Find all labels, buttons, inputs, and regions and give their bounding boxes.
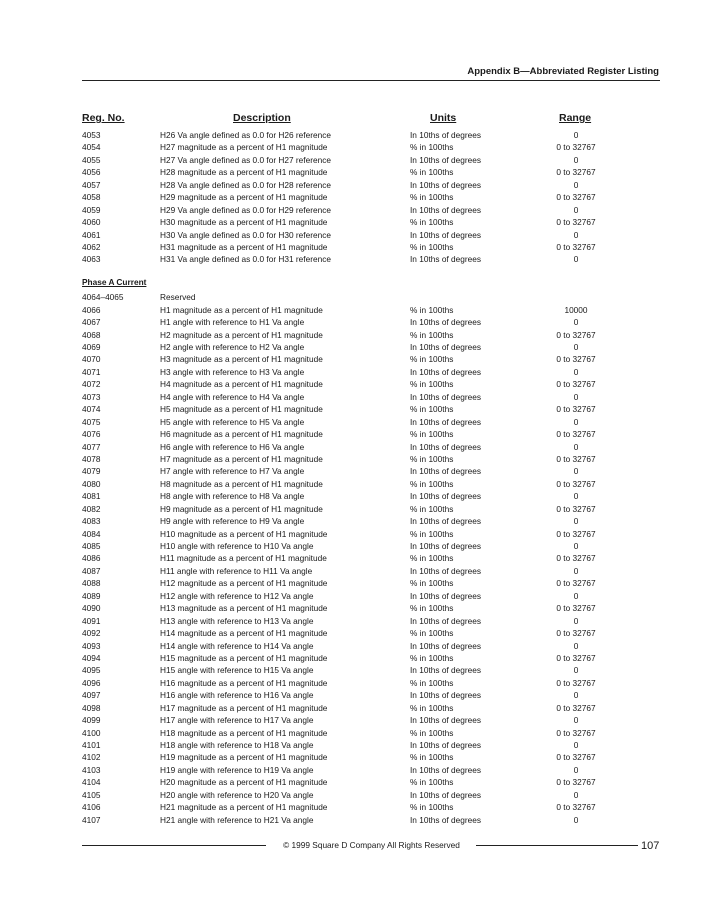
register-number: 4074 <box>82 404 101 415</box>
register-number: 4102 <box>82 752 101 763</box>
register-range: 0 to 32767 <box>556 404 596 415</box>
register-number: 4080 <box>82 478 101 489</box>
register-number: 4075 <box>82 416 101 427</box>
register-group-phase-a <box>82 291 660 826</box>
register-description: H7 angle with reference to H7 Va angle <box>160 466 305 477</box>
table-row <box>82 129 660 141</box>
register-description: H10 angle with reference to H10 Va angle <box>160 541 314 551</box>
table-row <box>82 776 660 788</box>
register-number: 4078 <box>82 453 101 464</box>
register-units: In 10ths of degrees <box>410 516 482 527</box>
register-number: 4103 <box>82 764 101 775</box>
register-units: In 10ths of degrees <box>410 229 482 240</box>
register-range: 0 to 32767 <box>556 752 596 763</box>
register-description: H9 magnitude as a percent of H1 magnitude <box>160 503 323 514</box>
register-number: 4101 <box>82 740 101 750</box>
register-range: 0 <box>573 342 579 352</box>
register-units: In 10ths of degrees <box>410 366 482 377</box>
register-range: 0 to 32767 <box>556 329 596 340</box>
register-description: H5 angle with reference to H5 Va angle <box>160 416 305 427</box>
table-row <box>82 702 660 714</box>
register-range: 0 to 32767 <box>556 167 596 178</box>
register-units: In 10ths of degrees <box>410 615 482 626</box>
register-range: 0 to 32767 <box>556 192 596 203</box>
register-range: 0 <box>573 565 579 576</box>
register-units: % in 100ths <box>410 528 454 539</box>
register-number: 4077 <box>82 441 101 452</box>
table-row <box>82 565 660 577</box>
register-units: In 10ths of degrees <box>410 317 482 328</box>
register-number: 4084 <box>82 528 101 539</box>
register-range: 0 to 32767 <box>556 802 596 813</box>
register-units: % in 100ths <box>410 478 454 489</box>
register-units: % in 100ths <box>410 603 454 614</box>
register-description: H19 angle with reference to H19 Va angle <box>160 764 314 775</box>
register-number: 4106 <box>82 802 101 813</box>
table-row <box>82 166 660 178</box>
register-description: H6 magnitude as a percent of H1 magnitude <box>160 429 323 440</box>
register-units: % in 100ths <box>410 553 454 564</box>
table-row <box>82 216 660 228</box>
register-units: % in 100ths <box>410 192 454 203</box>
register-range: 0 <box>573 814 579 825</box>
register-number: 4082 <box>82 503 101 514</box>
register-units: % in 100ths <box>410 379 454 390</box>
register-number: 4064–4065 <box>82 292 124 303</box>
register-description: H13 angle with reference to H13 Va angle <box>160 615 314 626</box>
register-description: H3 magnitude as a percent of H1 magnitude <box>160 354 323 365</box>
register-units: % in 100ths <box>410 777 454 788</box>
table-row <box>82 304 660 316</box>
register-number: 4096 <box>82 677 101 688</box>
register-description: H21 magnitude as a percent of H1 magnitude <box>160 802 328 813</box>
register-number: 4095 <box>82 665 101 676</box>
table-row <box>82 677 660 689</box>
register-description: H2 magnitude as a percent of H1 magnitude <box>160 329 323 340</box>
register-range: 0 <box>573 740 579 750</box>
register-units: % in 100ths <box>410 217 454 228</box>
register-description: H4 angle with reference to H4 Va angle <box>160 391 305 402</box>
table-row <box>82 515 660 527</box>
register-description: H11 angle with reference to H11 Va angle <box>160 565 313 576</box>
register-description: H16 angle with reference to H16 Va angle <box>160 690 314 701</box>
register-description: H13 magnitude as a percent of H1 magnitude <box>160 603 328 614</box>
register-number: 4073 <box>82 391 101 402</box>
register-description: H27 magnitude as a percent of H1 magnitude <box>160 142 328 153</box>
register-range: 0 <box>573 516 579 527</box>
register-description: H10 magnitude as a percent of H1 magnitude <box>160 528 328 539</box>
register-number: 4094 <box>82 652 101 663</box>
register-description: H2 angle with reference to H2 Va angle <box>160 342 305 352</box>
column-heading-description: Description <box>233 112 291 124</box>
table-row <box>82 689 660 701</box>
register-units: In 10ths of degrees <box>410 590 482 601</box>
register-range: 0 to 32767 <box>556 603 596 614</box>
register-description: H26 Va angle defined as 0.0 for H26 reference <box>160 130 331 140</box>
register-range: 0 <box>573 665 579 676</box>
register-number: 4055 <box>82 154 101 165</box>
table-row <box>82 739 660 751</box>
register-description: H1 magnitude as a percent of H1 magnitude <box>160 304 323 315</box>
register-range: 0 to 32767 <box>556 727 596 738</box>
table-row <box>82 751 660 763</box>
register-range: 0 to 32767 <box>556 241 596 252</box>
header-divider <box>82 80 660 81</box>
table-row <box>82 552 660 564</box>
section-title-row <box>82 276 660 288</box>
table-row <box>82 627 660 639</box>
register-range: 0 <box>573 640 579 651</box>
table-row <box>82 391 660 403</box>
register-units: In 10ths of degrees <box>410 690 482 701</box>
table-row <box>82 191 660 203</box>
register-description: H17 angle with reference to H17 Va angle <box>160 715 314 726</box>
table-row <box>82 154 660 166</box>
table-row <box>82 366 660 378</box>
register-units: In 10ths of degrees <box>410 740 482 750</box>
register-units: In 10ths of degrees <box>410 254 482 265</box>
register-range: 0 to 32767 <box>556 677 596 688</box>
register-range: 0 <box>573 541 579 551</box>
register-range: 0 <box>573 441 579 452</box>
register-units: In 10ths of degrees <box>410 814 482 825</box>
column-heading-units: Units <box>430 112 457 124</box>
register-range: 0 <box>573 317 579 328</box>
register-range: 0 <box>573 690 579 701</box>
register-units: In 10ths of degrees <box>410 491 482 502</box>
table-row <box>82 490 660 502</box>
register-units: % in 100ths <box>410 628 454 639</box>
register-number: 4104 <box>82 777 101 788</box>
register-units: % in 100ths <box>410 354 454 365</box>
register-number: 4054 <box>82 142 101 153</box>
table-row <box>82 714 660 726</box>
register-units: % in 100ths <box>410 802 454 813</box>
register-range: 0 to 32767 <box>556 142 596 153</box>
register-number: 4057 <box>82 179 101 190</box>
register-range: 0 <box>573 491 579 502</box>
register-number: 4099 <box>82 715 101 726</box>
table-row <box>82 241 660 253</box>
register-range: 0 to 32767 <box>556 777 596 788</box>
register-description: H19 magnitude as a percent of H1 magnitude <box>160 752 328 763</box>
register-description: H14 magnitude as a percent of H1 magnitude <box>160 628 328 639</box>
register-number: 4061 <box>82 229 101 240</box>
register-range: 0 to 32767 <box>556 379 596 390</box>
register-units: In 10ths of degrees <box>410 130 482 140</box>
register-range: 0 to 32767 <box>556 578 596 589</box>
table-row <box>82 814 660 826</box>
register-description: H31 magnitude as a percent of H1 magnitude <box>160 241 328 252</box>
register-units: % in 100ths <box>410 702 454 713</box>
register-description: H3 angle with reference to H3 Va angle <box>160 366 305 377</box>
table-row <box>82 764 660 776</box>
register-description: H18 magnitude as a percent of H1 magnitude <box>160 727 328 738</box>
register-units: In 10ths of degrees <box>410 565 482 576</box>
register-range: 0 to 32767 <box>556 217 596 228</box>
register-range: 10000 <box>564 304 588 315</box>
register-number: 4053 <box>82 130 101 140</box>
table-row <box>82 179 660 191</box>
register-units: In 10ths of degrees <box>410 541 482 551</box>
register-description: H7 magnitude as a percent of H1 magnitude <box>160 453 323 464</box>
register-description: Reserved <box>160 292 196 303</box>
table-row <box>82 727 660 739</box>
register-range: 0 <box>573 179 579 190</box>
register-number: 4069 <box>82 342 101 352</box>
section-title-phase-a-current: Phase A Current <box>82 276 147 287</box>
register-number: 4072 <box>82 379 101 390</box>
register-units: % in 100ths <box>410 503 454 514</box>
register-description: H1 angle with reference to H1 Va angle <box>160 317 305 328</box>
register-number: 4056 <box>82 167 101 178</box>
table-row <box>82 590 660 602</box>
register-units: In 10ths of degrees <box>410 789 482 800</box>
table-row <box>82 577 660 589</box>
register-range: 0 <box>573 466 579 477</box>
table-row <box>82 316 660 328</box>
register-units: In 10ths of degrees <box>410 391 482 402</box>
table-row <box>82 602 660 614</box>
table-row <box>82 540 660 552</box>
register-description: H28 Va angle defined as 0.0 for H28 reference <box>160 179 331 190</box>
table-row <box>82 204 660 216</box>
register-range: 0 <box>573 764 579 775</box>
register-number: 4107 <box>82 814 101 825</box>
register-number: 4085 <box>82 541 101 551</box>
table-row <box>82 403 660 415</box>
register-number: 4071 <box>82 366 101 377</box>
register-units: In 10ths of degrees <box>410 640 482 651</box>
register-units: % in 100ths <box>410 404 454 415</box>
register-units: In 10ths of degrees <box>410 416 482 427</box>
register-range: 0 to 32767 <box>556 628 596 639</box>
register-description: H8 angle with reference to H8 Va angle <box>160 491 305 502</box>
table-row <box>82 478 660 490</box>
table-row <box>82 229 660 241</box>
register-range: 0 to 32767 <box>556 354 596 365</box>
register-units: In 10ths of degrees <box>410 764 482 775</box>
register-number: 4058 <box>82 192 101 203</box>
register-range: 0 <box>573 615 579 626</box>
register-range: 0 <box>573 715 579 726</box>
register-description: H30 magnitude as a percent of H1 magnitude <box>160 217 328 228</box>
register-number: 4097 <box>82 690 101 701</box>
register-description: H17 magnitude as a percent of H1 magnitude <box>160 702 328 713</box>
register-description: H18 angle with reference to H18 Va angle <box>160 740 314 750</box>
register-number: 4091 <box>82 615 101 626</box>
table-row <box>82 378 660 390</box>
table-row <box>82 652 660 664</box>
page-number: 107 <box>641 840 660 852</box>
register-range: 0 <box>573 416 579 427</box>
register-range: 0 <box>573 590 579 601</box>
register-description: H29 Va angle defined as 0.0 for H29 reference <box>160 204 331 215</box>
register-units: In 10ths of degrees <box>410 441 482 452</box>
register-units: % in 100ths <box>410 578 454 589</box>
register-units: In 10ths of degrees <box>410 179 482 190</box>
table-row <box>82 453 660 465</box>
register-description: H29 magnitude as a percent of H1 magnitude <box>160 192 328 203</box>
register-description: H28 magnitude as a percent of H1 magnitude <box>160 167 328 178</box>
table-row <box>82 503 660 515</box>
register-units: % in 100ths <box>410 429 454 440</box>
table-row <box>82 416 660 428</box>
footer-divider-right <box>476 845 638 846</box>
section-spacer <box>82 266 660 276</box>
column-headings <box>82 112 660 126</box>
register-number: 4081 <box>82 491 101 502</box>
register-number: 4100 <box>82 727 101 738</box>
register-number: 4092 <box>82 628 101 639</box>
register-description: H21 angle with reference to H21 Va angle <box>160 814 314 825</box>
register-range: 0 <box>573 366 579 377</box>
register-units: % in 100ths <box>410 677 454 688</box>
register-number: 4066 <box>82 304 101 315</box>
table-row <box>82 291 660 303</box>
register-units: In 10ths of degrees <box>410 665 482 676</box>
register-units: % in 100ths <box>410 304 454 315</box>
register-number: 4062 <box>82 241 101 252</box>
register-range: 0 to 32767 <box>556 429 596 440</box>
register-number: 4088 <box>82 578 101 589</box>
table-row <box>82 801 660 813</box>
register-units: In 10ths of degrees <box>410 466 482 477</box>
register-description: H31 Va angle defined as 0.0 for H31 reference <box>160 254 331 265</box>
register-number: 4098 <box>82 702 101 713</box>
register-units: % in 100ths <box>410 727 454 738</box>
table-row <box>82 664 660 676</box>
register-description: H9 angle with reference to H9 Va angle <box>160 516 305 527</box>
register-number: 4105 <box>82 789 101 800</box>
register-description: H20 magnitude as a percent of H1 magnitude <box>160 777 328 788</box>
register-number: 4076 <box>82 429 101 440</box>
register-number: 4070 <box>82 354 101 365</box>
register-number: 4093 <box>82 640 101 651</box>
register-number: 4059 <box>82 204 101 215</box>
register-table <box>82 129 660 826</box>
register-description: H27 Va angle defined as 0.0 for H27 reference <box>160 154 331 165</box>
register-range: 0 to 32767 <box>556 453 596 464</box>
register-range: 0 <box>573 789 579 800</box>
register-range: 0 to 32767 <box>556 652 596 663</box>
register-units: % in 100ths <box>410 167 454 178</box>
register-number: 4087 <box>82 565 101 576</box>
register-number: 4068 <box>82 329 101 340</box>
register-units: % in 100ths <box>410 142 454 153</box>
table-row <box>82 789 660 801</box>
register-range: 0 to 32767 <box>556 553 596 564</box>
register-number: 4060 <box>82 217 101 228</box>
table-row <box>82 329 660 341</box>
register-units: % in 100ths <box>410 453 454 464</box>
page-header-title: Appendix B—Abbreviated Register Listing <box>467 66 659 77</box>
register-description: H6 angle with reference to H6 Va angle <box>160 441 305 452</box>
register-description: H5 magnitude as a percent of H1 magnitude <box>160 404 323 415</box>
table-row <box>82 428 660 440</box>
register-description: H15 angle with reference to H15 Va angle <box>160 665 314 676</box>
table-row <box>82 528 660 540</box>
footer-copyright: © 1999 Square D Company All Rights Reserved <box>283 840 460 850</box>
register-range: 0 <box>573 391 579 402</box>
register-range: 0 <box>573 204 579 215</box>
register-number: 4083 <box>82 516 101 527</box>
table-row <box>82 141 660 153</box>
register-number: 4063 <box>82 254 101 265</box>
table-row <box>82 441 660 453</box>
register-description: H4 magnitude as a percent of H1 magnitude <box>160 379 323 390</box>
register-units: In 10ths of degrees <box>410 342 482 352</box>
register-description: H15 magnitude as a percent of H1 magnitude <box>160 652 328 663</box>
register-number: 4090 <box>82 603 101 614</box>
table-row <box>82 353 660 365</box>
footer-divider-left <box>82 845 266 846</box>
table-row <box>82 640 660 652</box>
table-row <box>82 615 660 627</box>
register-range: 0 <box>573 254 579 265</box>
register-group-top <box>82 129 660 266</box>
register-description: H12 magnitude as a percent of H1 magnitude <box>160 578 328 589</box>
table-row <box>82 253 660 265</box>
register-range: 0 <box>573 229 579 240</box>
column-heading-reg-no: Reg. No. <box>82 112 125 124</box>
register-description: H14 angle with reference to H14 Va angle <box>160 640 314 651</box>
register-description: H12 angle with reference to H12 Va angle <box>160 590 314 601</box>
register-number: 4086 <box>82 553 101 564</box>
register-range: 0 to 32767 <box>556 528 596 539</box>
register-description: H20 angle with reference to H20 Va angle <box>160 789 314 800</box>
register-range: 0 <box>573 154 579 165</box>
register-range: 0 to 32767 <box>556 478 596 489</box>
register-number: 4089 <box>82 590 101 601</box>
register-units: In 10ths of degrees <box>410 204 482 215</box>
register-units: % in 100ths <box>410 752 454 763</box>
register-number: 4079 <box>82 466 101 477</box>
column-heading-range: Range <box>559 112 592 124</box>
register-units: In 10ths of degrees <box>410 715 482 726</box>
table-row <box>82 465 660 477</box>
register-units: % in 100ths <box>410 652 454 663</box>
register-range: 0 <box>573 130 579 140</box>
register-number: 4067 <box>82 317 101 328</box>
table-row <box>82 341 660 353</box>
register-description: H16 magnitude as a percent of H1 magnitude <box>160 677 328 688</box>
register-units: % in 100ths <box>410 241 454 252</box>
register-units: In 10ths of degrees <box>410 154 482 165</box>
register-range: 0 to 32767 <box>556 503 596 514</box>
register-description: H11 magnitude as a percent of H1 magnitude <box>160 553 327 564</box>
register-description: H30 Va angle defined as 0.0 for H30 reference <box>160 229 331 240</box>
register-description: H8 magnitude as a percent of H1 magnitude <box>160 478 323 489</box>
register-range: 0 to 32767 <box>556 702 596 713</box>
register-units: % in 100ths <box>410 329 454 340</box>
